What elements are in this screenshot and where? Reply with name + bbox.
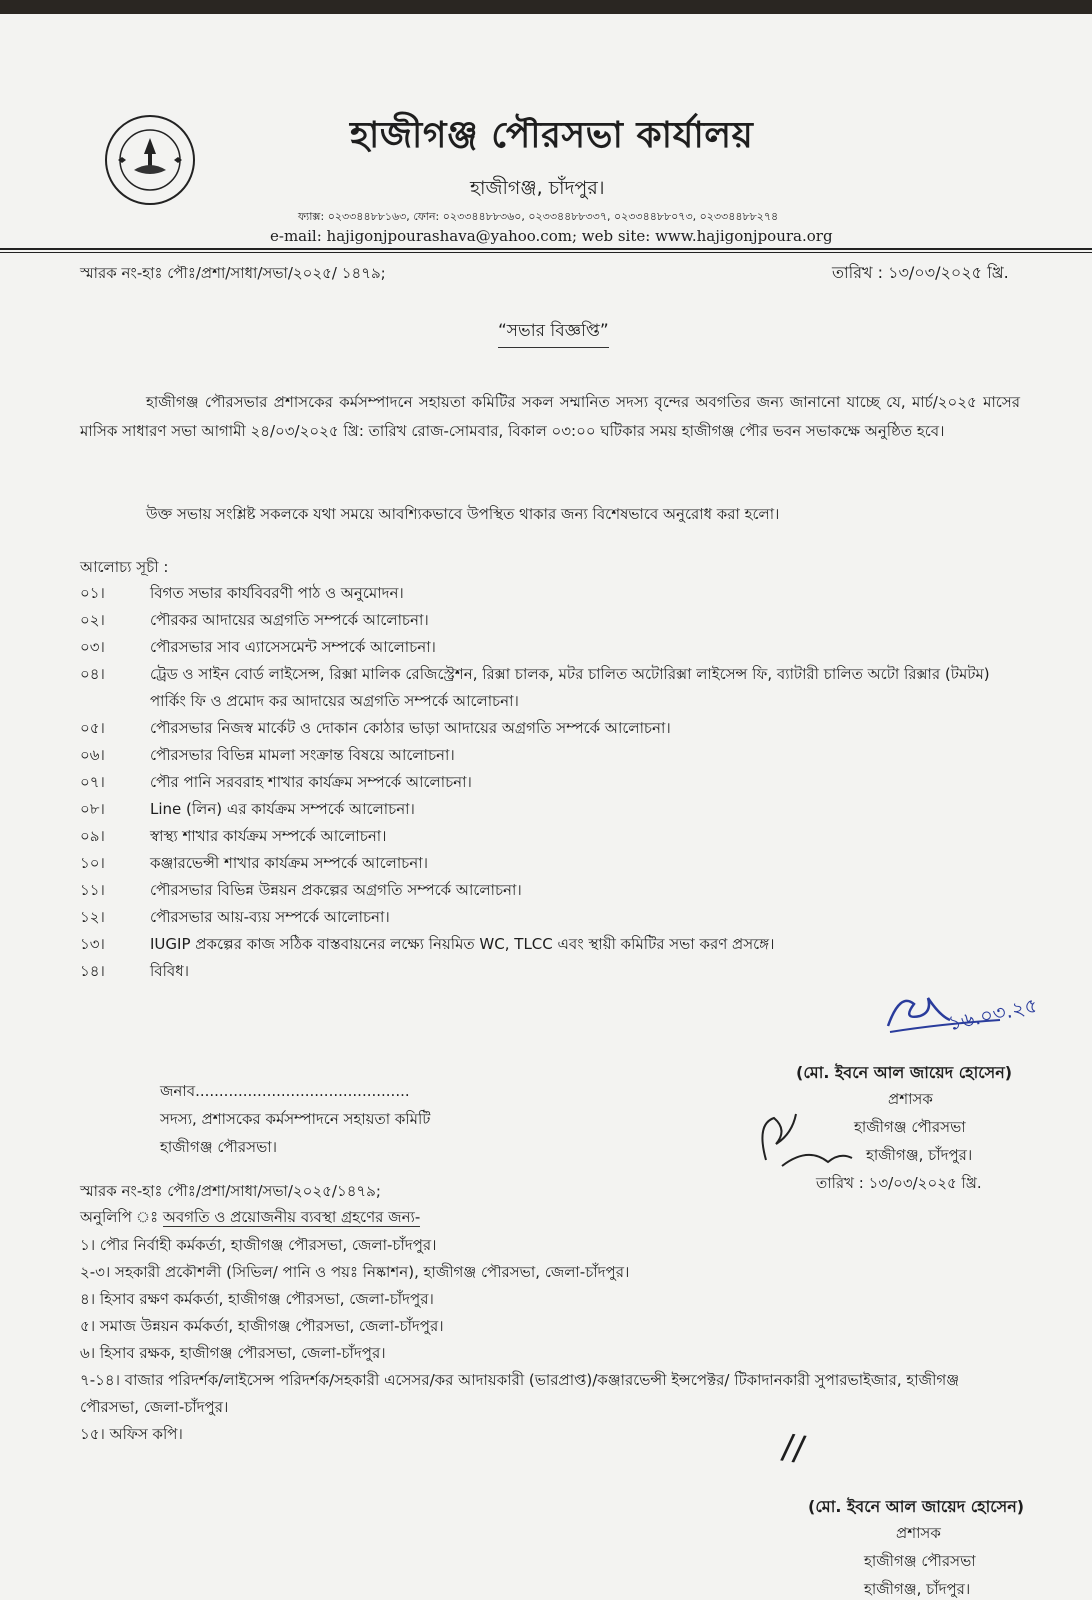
addressee-line: জনাব............................................. [160, 1082, 410, 1100]
agenda-item [80, 742, 1030, 769]
signatory-location: হাজীগঞ্জ, চাঁদপুর। [866, 1146, 973, 1164]
contact-numbers: ফ্যাক্স: ০২৩৩৪৪৮৮১৬৩, ফোন: ০২৩৩৪৪৮৮৩৬০, ০২৩৩৪৪৮৮৩৩৭, ০২৩৩৪৪৮৮০৭৩, ০২৩৩৪৪৮৮২৭৪ [298, 210, 779, 223]
copy-recipient: ১। পৌর নির্বাহী কর্মকর্তা, হাজীগঞ্জ পৌরসভা, জেলা-চাঁদপুর। [80, 1236, 437, 1254]
signatory2-name: (মো. ইবনে আল জায়েদ হোসেন) [808, 1497, 1025, 1516]
agenda-item-text: পৌরসভার বিভিন্ন মামলা সংক্রান্ত বিষয়ে আলোচনা। [150, 746, 455, 764]
copy-memo-reference: স্মারক নং-হাঃ পৌঃ/প্রশা/সাধা/সভা/২০২৫/১৪৭৯; [80, 1182, 381, 1200]
handwritten-date: ১৬.০৩.২৫ [945, 992, 1040, 1036]
notice-title: “সভার বিজ্ঞপ্তি” [498, 318, 609, 348]
agenda-item-text: বিগত সভার কার্যবিবরণী পাঠ ও অনুমোদন। [150, 584, 404, 602]
copy-recipient: ২-৩। সহকারী প্রকৌশলী (সিভিল/ পানি ও পয়ঃ নিষ্কাশন), হাজীগঞ্জ পৌরসভা, জেলা-চাঁদপুর। [80, 1263, 630, 1281]
municipality-seal-icon [104, 114, 196, 206]
agenda-item-text: Line (লিন) এর কার্যক্রম সম্পর্কে আলোচনা। [150, 800, 415, 818]
agenda-item-number: ০৭। [80, 773, 105, 791]
signatory2-designation: প্রশাসক [896, 1524, 941, 1542]
agenda-item-number: ০৬। [80, 746, 105, 764]
signatory-name: (মো. ইবনে আল জায়েদ হোসেন) [796, 1063, 1013, 1082]
addressee-designation: সদস্য, প্রশাসকের কর্মসম্পাদনে সহায়তা কমিটি [160, 1110, 431, 1128]
agenda-item-number: ১২। [80, 908, 105, 926]
agenda-item [80, 607, 1030, 634]
memo-date: তারিখ : ১৩/০৩/২০২৫ খ্রি. [832, 263, 1009, 282]
agenda-item [80, 634, 1030, 661]
signature-date: তারিখ : ১৩/০৩/২০২৫ খ্রি. [816, 1174, 982, 1192]
notice-paragraph: হাজীগঞ্জ পৌরসভার প্রশাসকের কর্মসম্পাদনে সহায়তা কমিটির সকল সম্মানিত সদস্য বৃন্দের অবগতির জন্য জানানো যাচ্ছে যে, মার্চ/২০২৫ মাসের মাসিক সাধারণ সভা আগামী ২৪/০৩/২০২৫ খ্রি: তারিখ রোজ-সোমবার, বিকাল ০৩:০০ ঘটিকার সময় হাজীগঞ্জ পৌর ভবন সভাকক্ষে অনুষ্ঠিত হবে। [80, 393, 1020, 440]
agenda-item [80, 958, 1030, 985]
copy-recipient: ৫। সমাজ উন্নয়ন কর্মকর্তা, হাজীগঞ্জ পৌরসভা, জেলা-চাঁদপুর। [80, 1317, 444, 1335]
agenda-item [80, 661, 1030, 715]
copy-recipient: ১৫। অফিস কপি। [80, 1425, 183, 1443]
agenda-item-number: ০৪। [80, 665, 105, 683]
memo-reference: স্মারক নং-হাঃ পৌঃ/প্রশা/সাধা/সভা/২০২৫/ ১৪৭৯; [80, 264, 386, 282]
agenda-item [80, 823, 1030, 850]
copy-recipient: ৭-১৪। বাজার পরিদর্শক/লাইসেন্স পরিদর্শক/সহকারী এসেসর/কর আদায়কারী (ভারপ্রাপ্ত)/কঞ্জারভেন্সী ইন্সপেক্টর/ টিকাদানকারী সুপারভাইজার, হাজীগঞ্জ পৌরসভা, জেলা-চাঁদপুর। [80, 1371, 960, 1416]
copy-recipient: ৪। হিসাব রক্ষণ কর্মকর্তা, হাজীগঞ্জ পৌরসভা, জেলা-চাঁদপুর। [80, 1290, 434, 1308]
agenda-item [80, 715, 1030, 742]
addressee-office: হাজীগঞ্জ পৌরসভা। [160, 1138, 277, 1156]
agenda-item [80, 796, 1030, 823]
agenda-item-number: ০৮। [80, 800, 105, 818]
copy-heading [80, 1206, 420, 1231]
agenda-item [80, 931, 1030, 958]
agenda-item [80, 769, 1030, 796]
agenda-item-number: ০৩। [80, 638, 105, 656]
request-paragraph: উক্ত সভায় সংশ্লিষ্ট সকলকে যথা সময়ে আবশ্যিকভাবে উপস্থিত থাকার জন্য বিশেষভাবে অনুরোধ করা হলো। [146, 505, 780, 523]
office-title: হাজীগঞ্জ পৌরসভা কার্যালয় [350, 114, 754, 156]
copy-heading-label: অনুলিপি ঃ [80, 1208, 159, 1226]
agenda-item-number: ১৪। [80, 962, 105, 980]
agenda-item [80, 877, 1030, 904]
agenda-item-number: ১১। [80, 881, 105, 899]
agenda-item-number: ১০। [80, 854, 105, 872]
signature-mark: // [779, 1426, 808, 1470]
initial-signature-icon [752, 1104, 862, 1174]
agenda-item-number: ০২। [80, 611, 105, 629]
copy-heading-text: অবগতি ও প্রয়োজনীয় ব্যবস্থা গ্রহণের জন্য- [162, 1208, 421, 1226]
document-page [0, 14, 1092, 1600]
header-rule [0, 248, 1092, 250]
signatory-designation: প্রশাসক [888, 1090, 933, 1108]
agenda-item-text: কঞ্জারভেন্সী শাখার কার্যক্রম সম্পর্কে আলোচনা। [150, 854, 428, 872]
agenda-item-text: পৌরসভার বিভিন্ন উন্নয়ন প্রকল্পের অগ্রগতি সম্পর্কে আলোচনা। [150, 881, 522, 899]
copy-list [80, 1232, 1020, 1448]
email-website: e-mail: hajigonjpourashava@yahoo.com; web site: www.hajigonjpoura.org [270, 227, 833, 245]
agenda-item-number: ০৫। [80, 719, 105, 737]
copy-recipient: ৬। হিসাব রক্ষক, হাজীগঞ্জ পৌরসভা, জেলা-চাঁদপুর। [80, 1344, 386, 1362]
signatory2-location: হাজীগঞ্জ, চাঁদপুর। [864, 1580, 971, 1598]
office-subtitle: হাজীগঞ্জ, চাঁদপুর। [470, 177, 605, 199]
agenda-heading: আলোচ্য সূচী : [80, 558, 169, 576]
agenda-item-text: বিবিধ। [150, 962, 190, 980]
agenda-item-text: ট্রেড ও সাইন বোর্ড লাইসেন্স, রিক্সা মালিক রেজিস্ট্রেশন, রিক্সা চালক, মটর চালিত অটোরিক্সা লাইসেন্স ফি, ব্যাটারী চালিত অটো রিক্সার (টমটম) পার্কিং ফি ও প্রমোদ কর আদায়ের অগ্রগতি সম্পর্কে আলোচনা। [150, 665, 990, 710]
agenda-item-text: স্বাস্থ্য শাখার কার্যক্রম সম্পর্কে আলোচনা। [150, 827, 387, 845]
agenda-item [80, 580, 1030, 607]
agenda-item-text: পৌর পানি সরবরাহ শাখার কার্যক্রম সম্পর্কে আলোচনা। [150, 773, 472, 791]
signatory2-office: হাজীগঞ্জ পৌরসভা [864, 1552, 976, 1570]
agenda-item-text: IUGIP প্রকল্পের কাজ সঠিক বাস্তবায়নের লক্ষ্যে নিয়মিত WC, TLCC এবং স্থায়ী কমিটির সভা করণ প্রসঙ্গে। [150, 935, 775, 953]
header-rule-thin [0, 252, 1092, 253]
agenda-item-number: ০১। [80, 584, 105, 602]
agenda-item-number: ১৩। [80, 935, 105, 953]
agenda-item-text: পৌরসভার সাব এ্যাসেসমেন্ট সম্পর্কে আলোচনা। [150, 638, 436, 656]
agenda-item-number: ০৯। [80, 827, 105, 845]
signatory-office: হাজীগঞ্জ পৌরসভা [854, 1118, 966, 1136]
agenda-item [80, 904, 1030, 931]
agenda-item-text: পৌরসভার নিজস্ব মার্কেট ও দোকান কোঠার ভাড়া আদায়ের অগ্রগতি সম্পর্কে আলোচনা। [150, 719, 671, 737]
agenda-item-text: পৌরকর আদায়ের অগ্রগতি সম্পর্কে আলোচনা। [150, 611, 429, 629]
agenda-list [80, 580, 1030, 985]
agenda-item [80, 850, 1030, 877]
agenda-item-text: পৌরসভার আয়-ব্যয় সম্পর্কে আলোচনা। [150, 908, 390, 926]
